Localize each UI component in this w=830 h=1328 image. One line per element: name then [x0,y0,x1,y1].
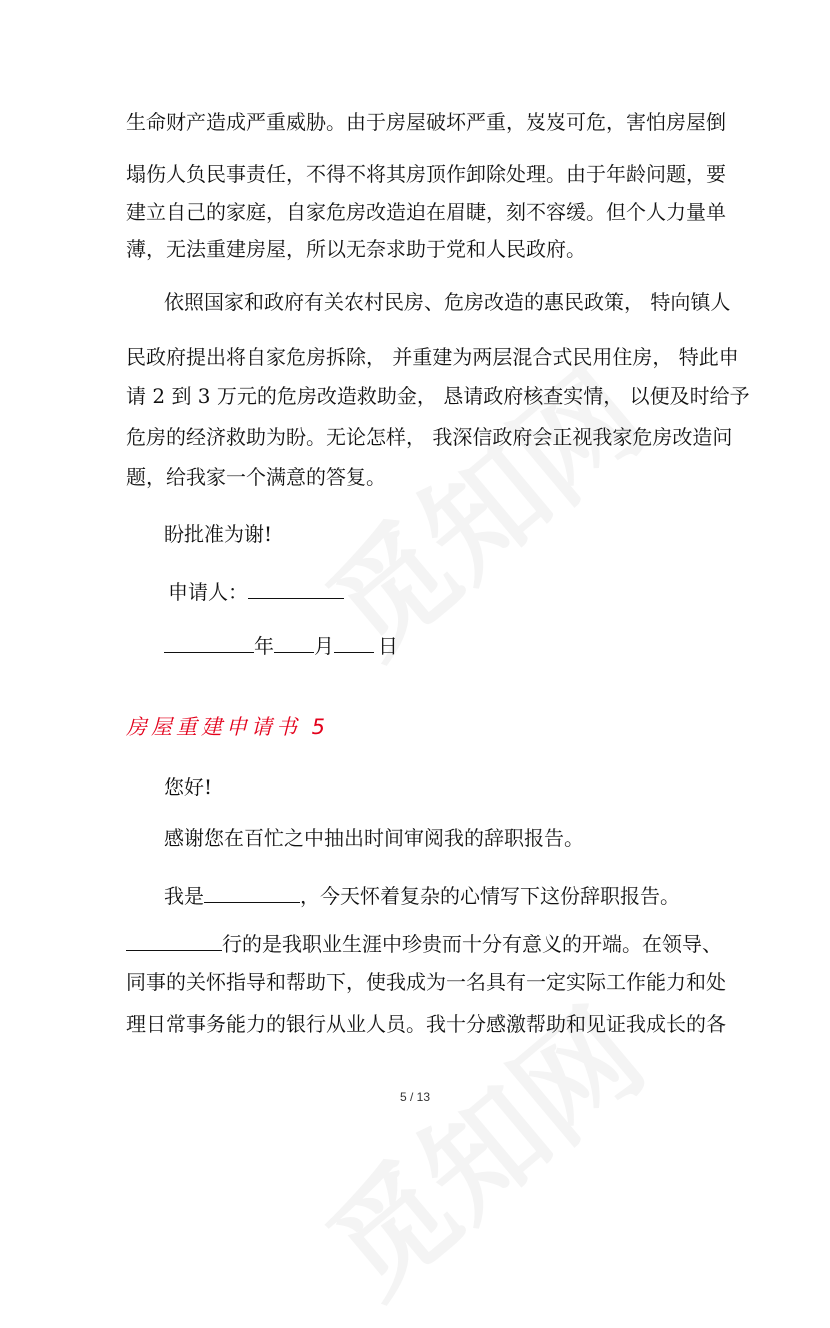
date-line [164,632,398,658]
thanks-text: 感谢您在百忙之中抽出时间审阅我的辞职报告。 [164,826,584,850]
intro-prefix: 我是 [164,884,204,908]
paragraph-line: 薄，无法重建房屋，所以无奈求助于党和人民政府。 [126,237,586,261]
month-blank [274,632,314,653]
body-first-suffix: 行的是我职业生涯中珍贵而十分有意义的开端。在领导、 [222,932,722,956]
day-label: 日 [378,634,398,658]
paragraph-line: 理日常事务能力的银行从业人员。我十分感激帮助和见证我成长的各 [126,1012,726,1036]
intro-line [164,882,680,908]
page-number: 5 / 13 [399,1090,431,1104]
section-heading: 房屋重建申请书 5 [126,715,330,739]
paragraph-line: 生命财产造成严重威胁。由于房屋破坏严重，岌岌可危，害怕房屋倒 [126,110,726,134]
paragraph-line: 依照国家和政府有关农村民房、危房改造的惠民政策， 特向镇人 [164,290,731,314]
paragraph-line: 题，给我家一个满意的答复。 [126,465,386,489]
body-first-line [126,930,722,956]
intro-suffix: ，今天怀着复杂的心情写下这份辞职报告。 [300,884,680,908]
paragraph-line: 塌伤人负民事责任，不得不将其房顶作卸除处理。由于年龄问题，要 [126,162,726,186]
paragraph-line: 同事的关怀指导和帮助下，使我成为一名具有一定实际工作能力和处 [126,970,726,994]
year-label: 年 [254,634,274,658]
applicant-line [168,578,344,604]
month-label: 月 [314,634,334,658]
greeting-text: 您好! [164,775,213,799]
paragraph-line: 民政府提出将自家危房拆除， 并重建为两层混合式民用住房， 特此申 [126,345,739,369]
paragraph-line: 请 2 到 3 万元的危房改造救助金， 恳请政府核查实情， 以便及时给予 [126,384,750,408]
year-blank [164,632,254,653]
paragraph-line: 危房的经济救助为盼。无论怎样， 我深信政府会正视我家危房改造问 [126,425,733,449]
company-blank [126,930,222,951]
applicant-blank [248,578,344,599]
applicant-label: 申请人： [168,580,248,604]
day-blank [334,632,374,653]
closing-text: 盼批准为谢! [164,522,273,546]
paragraph-line: 建立自己的家庭，自家危房改造迫在眉睫，刻不容缓。但个人力量单 [126,200,726,224]
name-blank [204,882,300,903]
